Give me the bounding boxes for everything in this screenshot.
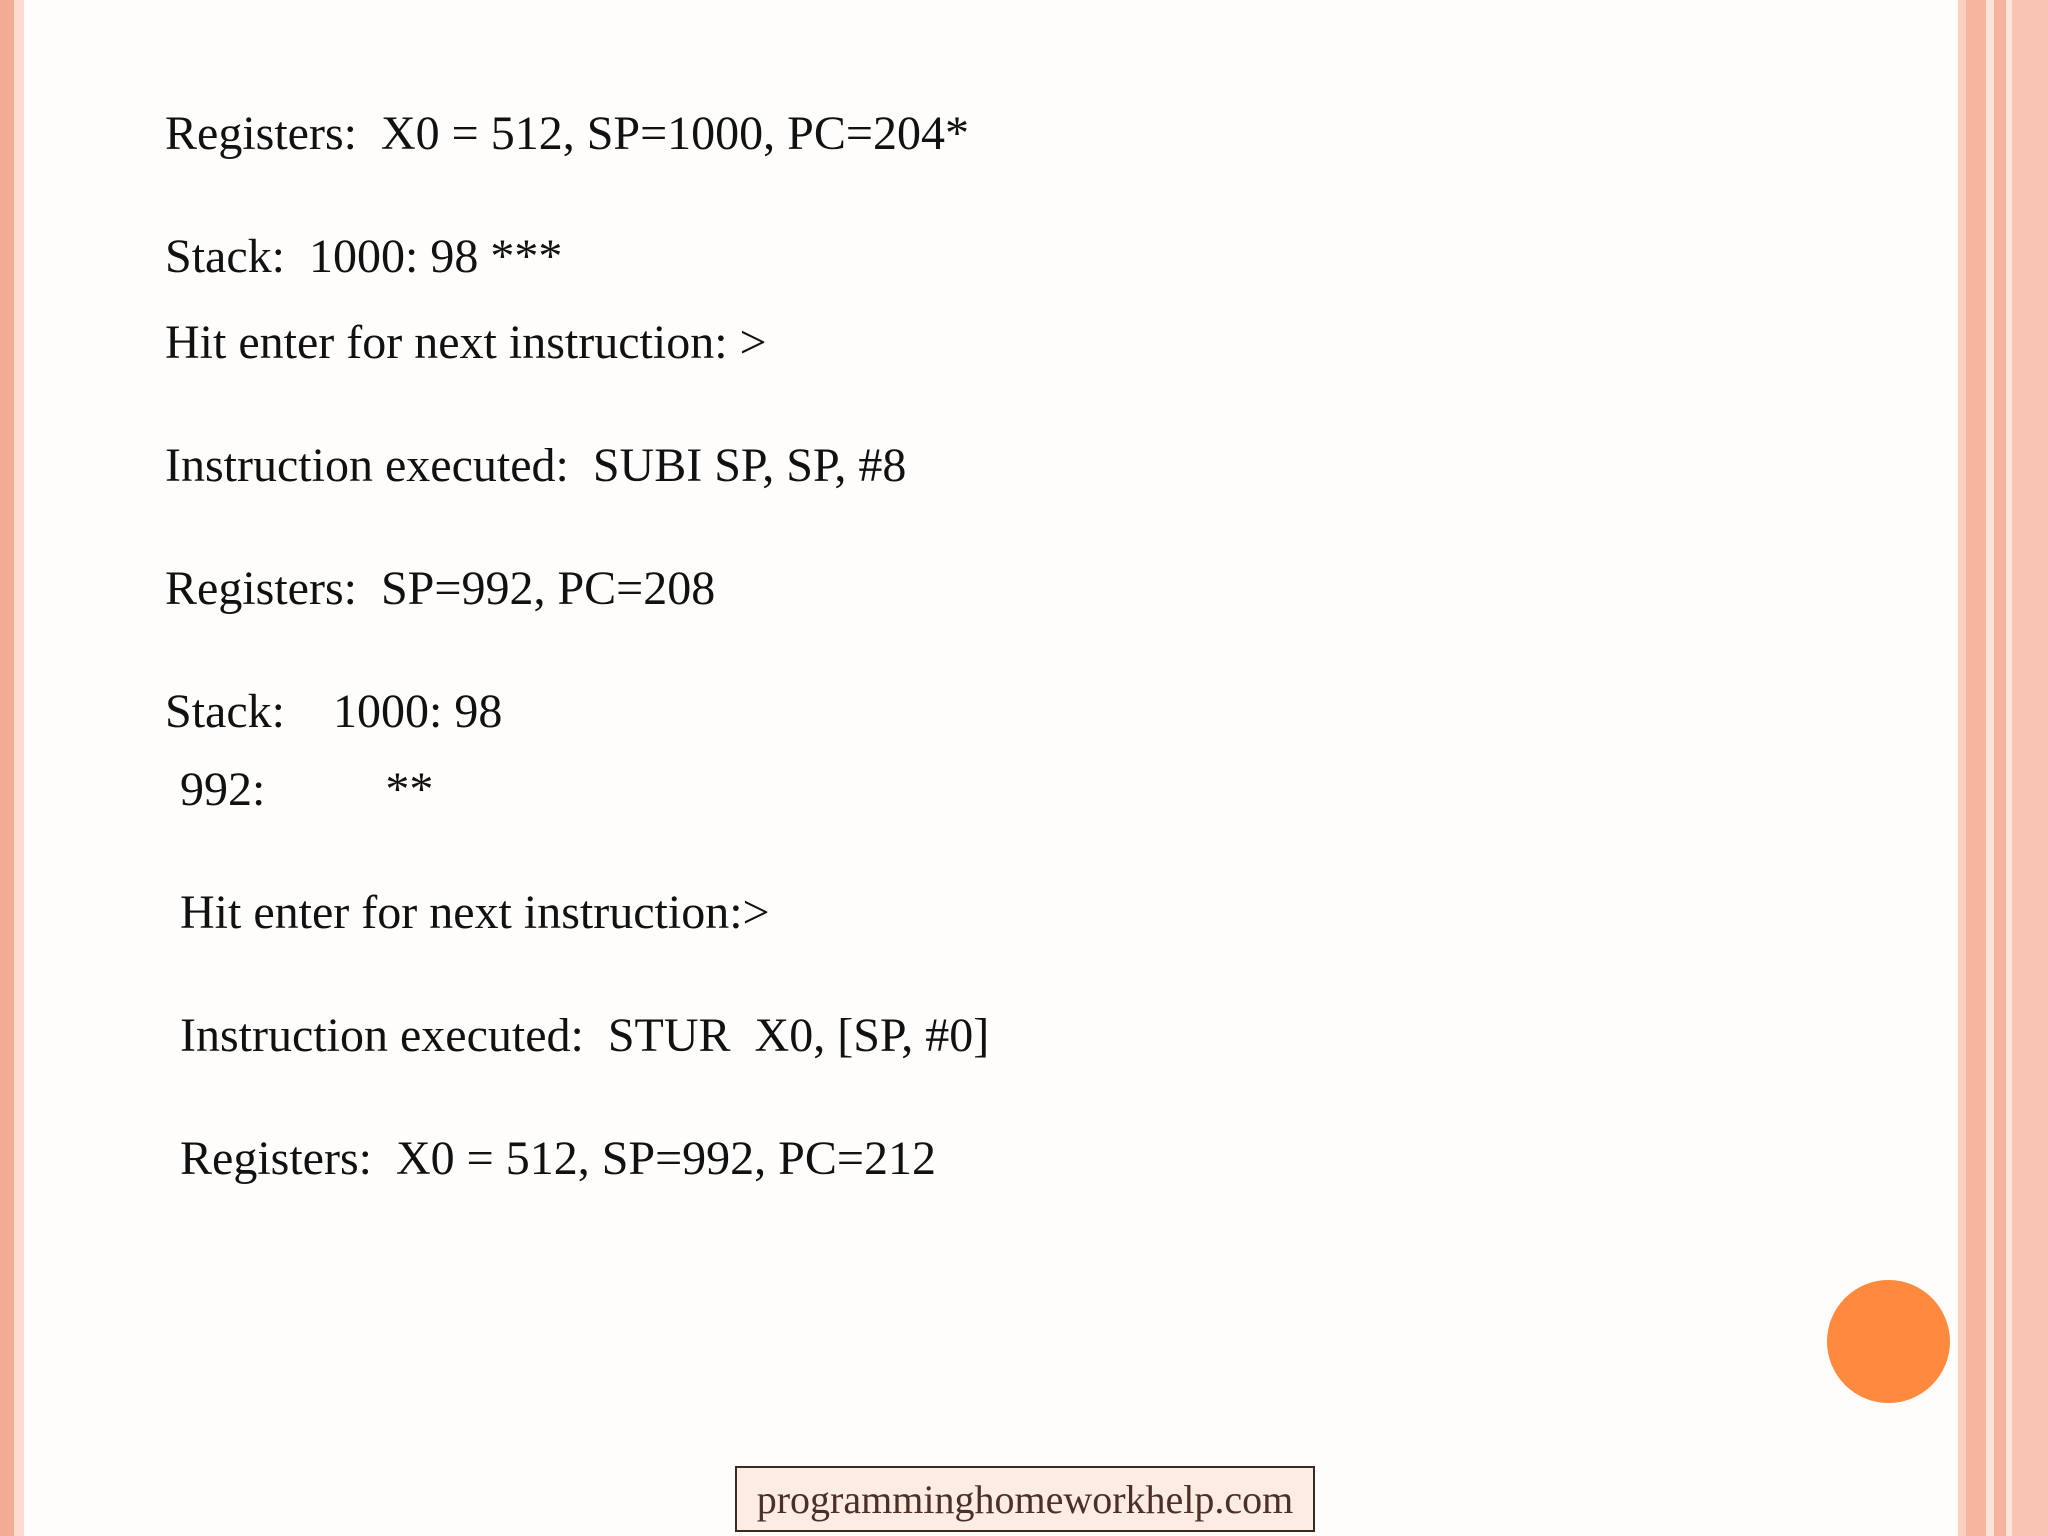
stack-line-2-entry: 992: **	[180, 763, 434, 816]
right-border-stripe-4	[1994, 0, 2006, 1536]
instruction-line-1: Instruction executed: SUBI SP, SP, #8	[165, 439, 907, 492]
website-text: programminghomeworkhelp.com	[756, 1476, 1294, 1522]
prompt-line-1: Hit enter for next instruction: >	[165, 316, 767, 369]
prompt-line-2: Hit enter for next instruction:>	[180, 886, 770, 939]
orange-circle-decoration	[1827, 1280, 1950, 1403]
right-border-stripe-1	[1958, 0, 1966, 1536]
right-border-stripe-3	[1986, 0, 1994, 1536]
slide-body	[0, 0, 990, 1185]
right-border-stripe-6	[2012, 0, 2048, 1536]
right-border-stripe-2	[1966, 0, 1986, 1536]
registers-line-3: Registers: X0 = 512, SP=992, PC=212	[180, 1132, 936, 1185]
stack-line-2: Stack: 1000: 98	[165, 685, 503, 738]
stack-line-1: Stack: 1000: 98 ***	[165, 230, 563, 283]
registers-line-1: Registers: X0 = 512, SP=1000, PC=204*	[165, 107, 969, 160]
instruction-line-2: Instruction executed: STUR X0, [SP, #0]	[180, 1009, 990, 1062]
registers-line-2: Registers: SP=992, PC=208	[165, 562, 716, 615]
footer-website-label	[735, 1466, 1315, 1532]
